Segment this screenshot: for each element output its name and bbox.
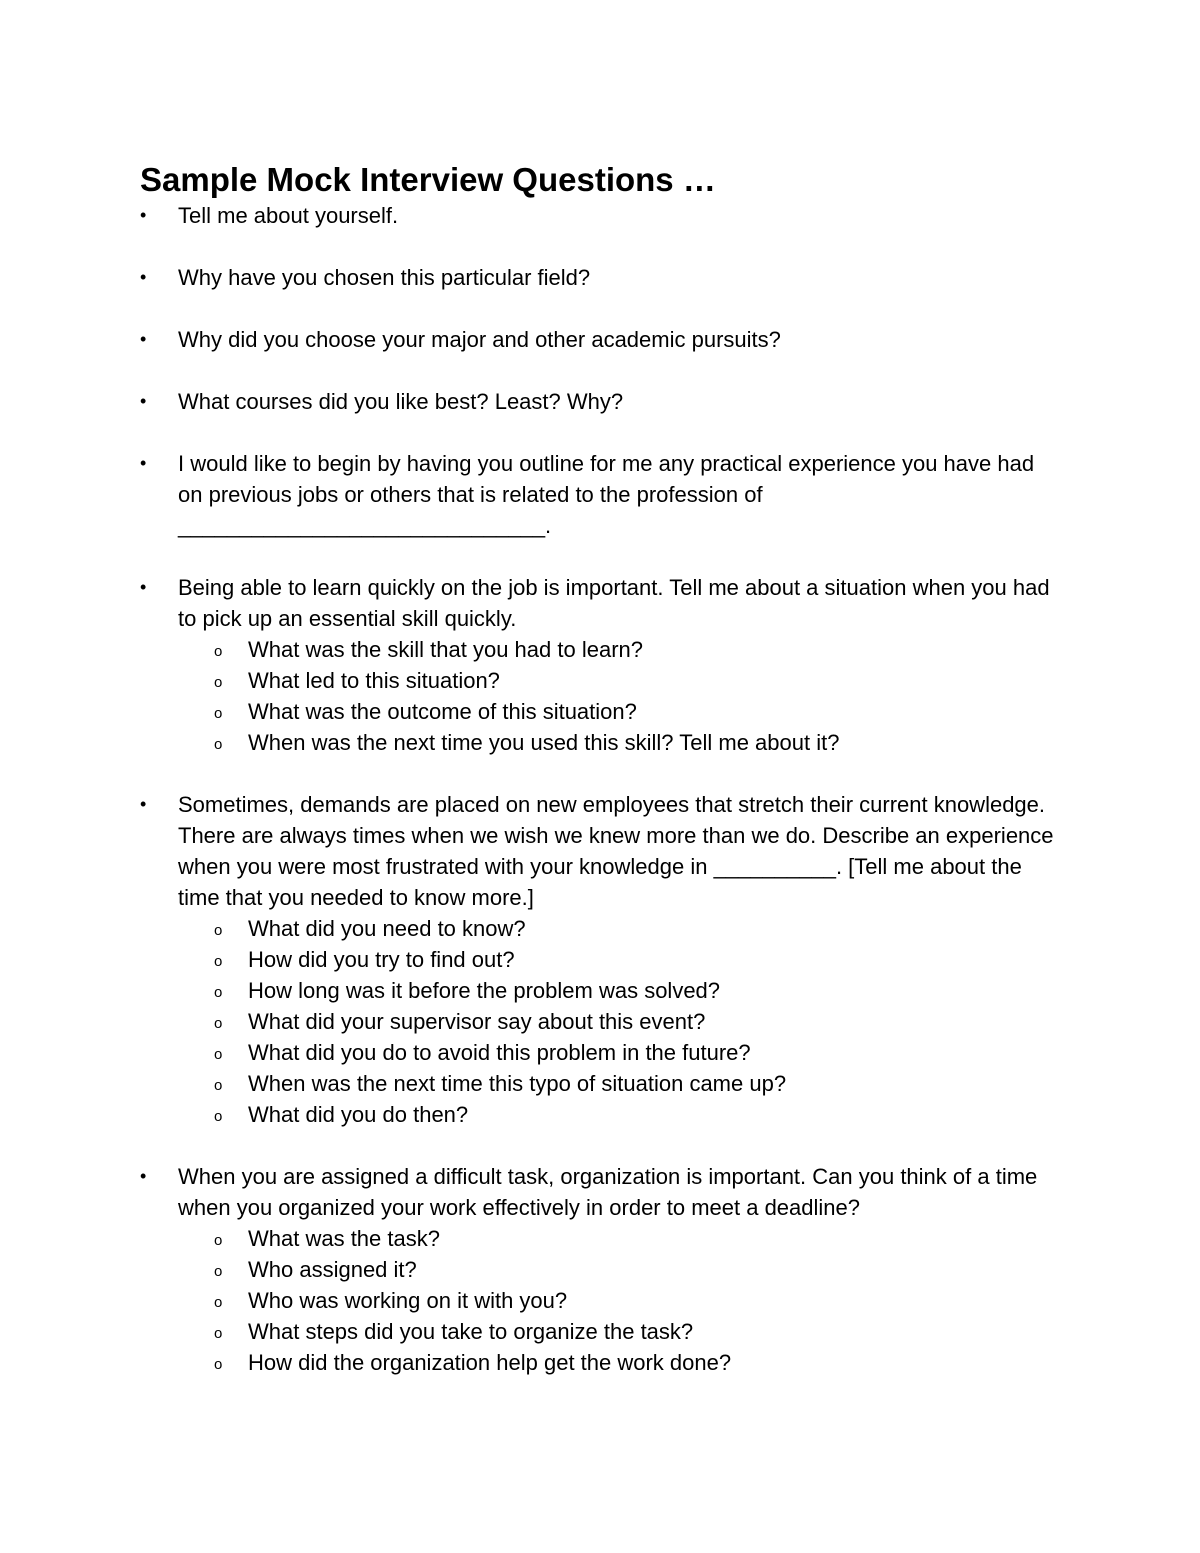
question-text: Why have you chosen this particular field? (178, 265, 591, 290)
follow-up-text: When was the next time you used this skill? Tell me about it? (248, 730, 840, 755)
follow-up-item (178, 727, 1060, 758)
bullet-icon: • (140, 577, 147, 597)
question-item (140, 572, 1060, 758)
follow-up-text: What did you need to know? (248, 916, 526, 941)
question-text: I would like to begin by having you outline for me any practical experience you have had on previous jobs or others that is related to the profession of ______________________________. (178, 451, 1035, 538)
follow-up-item (178, 696, 1060, 727)
follow-up-list (178, 1223, 1060, 1378)
question-text: Why did you choose your major and other academic pursuits? (178, 327, 781, 352)
sub-bullet-icon: o (214, 1015, 223, 1032)
sub-bullet-icon: o (214, 984, 223, 1001)
question-item (140, 1161, 1060, 1378)
follow-up-item (178, 1037, 1060, 1068)
question-text: Being able to learn quickly on the job is important. Tell me about a situation when you had to pick up an essential skill quickly. (178, 575, 1050, 631)
sub-bullet-icon: o (214, 1263, 223, 1280)
follow-up-item (178, 944, 1060, 975)
bullet-icon: • (140, 205, 147, 225)
question-item (140, 262, 1060, 293)
sub-bullet-icon: o (214, 1325, 223, 1342)
question-item (140, 448, 1060, 541)
follow-up-item (178, 975, 1060, 1006)
bullet-icon: • (140, 794, 147, 814)
follow-up-item (178, 913, 1060, 944)
question-item (140, 200, 1060, 231)
bullet-icon: • (140, 267, 147, 287)
follow-up-item (178, 1285, 1060, 1316)
follow-up-item (178, 1316, 1060, 1347)
sub-bullet-icon: o (214, 643, 223, 660)
bullet-icon: • (140, 453, 147, 473)
sub-bullet-icon: o (214, 1108, 223, 1125)
sub-bullet-icon: o (214, 736, 223, 753)
follow-up-list (178, 913, 1060, 1130)
question-text: Tell me about yourself. (178, 203, 399, 228)
follow-up-text: How did you try to find out? (248, 947, 515, 972)
document-title: Sample Mock Interview Questions … (140, 161, 716, 198)
follow-up-item (178, 1223, 1060, 1254)
follow-up-text: How long was it before the problem was solved? (248, 978, 721, 1003)
sub-bullet-icon: o (214, 1294, 223, 1311)
sub-bullet-icon: o (214, 953, 223, 970)
sub-bullet-icon: o (214, 1356, 223, 1373)
follow-up-text: How did the organization help get the work done? (248, 1350, 732, 1375)
follow-up-item (178, 1068, 1060, 1099)
question-item (140, 324, 1060, 355)
follow-up-item (178, 634, 1060, 665)
follow-up-text: What did you do then? (248, 1102, 469, 1127)
follow-up-text: Who assigned it? (248, 1257, 417, 1282)
question-item (140, 386, 1060, 417)
follow-up-text: What did you do to avoid this problem in the future? (248, 1040, 751, 1065)
follow-up-text: What was the outcome of this situation? (248, 699, 637, 724)
follow-up-text: What was the skill that you had to learn? (248, 637, 643, 662)
sub-bullet-icon: o (214, 1077, 223, 1094)
sub-bullet-icon: o (214, 922, 223, 939)
follow-up-text: What was the task? (248, 1226, 440, 1251)
question-text: When you are assigned a difficult task, organization is important. Can you think of a time when you organized your work effectively in order to meet a deadline? (178, 1164, 1038, 1220)
follow-up-item (178, 1006, 1060, 1037)
follow-up-list (178, 634, 1060, 758)
follow-up-item (178, 1347, 1060, 1378)
bullet-icon: • (140, 329, 147, 349)
follow-up-text: What did your supervisor say about this event? (248, 1009, 706, 1034)
bullet-icon: • (140, 391, 147, 411)
question-text: Sometimes, demands are placed on new employees that stretch their current knowledge. There are always times when we wish we knew more than we do. Describe an experience when you were most frustrated with your knowledge in __________. [Tell me about the time that you needed to know more.] (178, 792, 1054, 910)
follow-up-item (178, 665, 1060, 696)
follow-up-text: When was the next time this typo of situation came up? (248, 1071, 787, 1096)
follow-up-text: What led to this situation? (248, 668, 500, 693)
sub-bullet-icon: o (214, 705, 223, 722)
question-item (140, 789, 1060, 1130)
bullet-icon: • (140, 1166, 147, 1186)
follow-up-item (178, 1099, 1060, 1130)
question-text: What courses did you like best? Least? Why? (178, 389, 624, 414)
sub-bullet-icon: o (214, 1046, 223, 1063)
follow-up-text: Who was working on it with you? (248, 1288, 568, 1313)
question-list (140, 200, 1060, 1409)
follow-up-text: What steps did you take to organize the task? (248, 1319, 694, 1344)
sub-bullet-icon: o (214, 674, 223, 691)
follow-up-item (178, 1254, 1060, 1285)
sub-bullet-icon: o (214, 1232, 223, 1249)
